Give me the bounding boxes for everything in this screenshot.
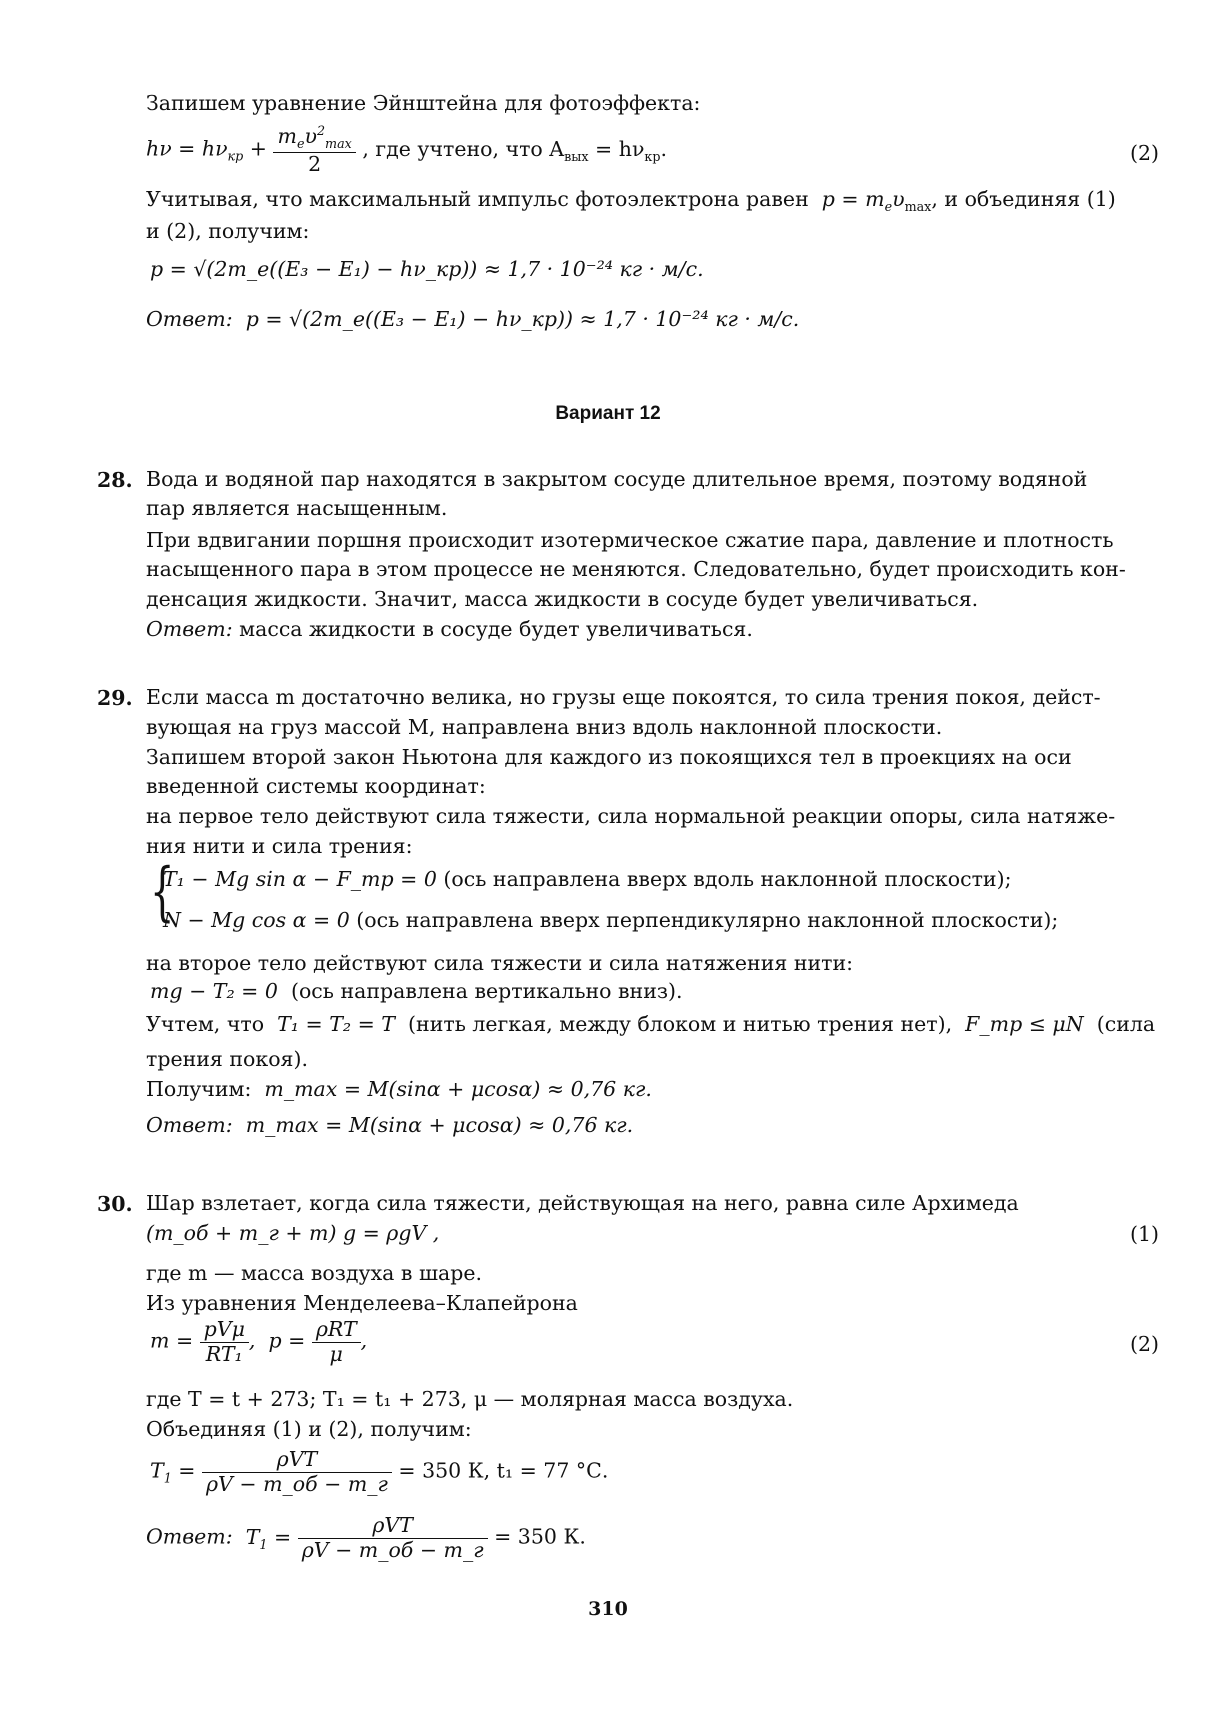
p29-line8: Учтем, что T₁ = T₂ = T (нить легкая, между блоком и нитью трения нет), F_тр ≤ μN (сила bbox=[146, 1012, 1156, 1036]
momentum-result: p = √(2m_e((E₃ − E₁) − hν_кр)) ≈ 1,7 · 10⁻²⁴ кг · м/с. bbox=[150, 257, 704, 281]
equation-number: (2) bbox=[1130, 141, 1160, 165]
p29-system-eq2: N − Mg cos α = 0 (ось направлена вверх перпендикулярно наклонной плоскости); bbox=[163, 908, 1059, 932]
p30-eq2: m = $\frac{\text{pVμ}}{\text{RT₁}}$ , p = $\frac{\text{ρRT}}{\mu}$ , bbox=[150, 1317, 368, 1366]
p28-line1: Вода и водяной пар находятся в закрытом сосуде длительное время, поэтому водяной bbox=[146, 467, 1088, 491]
p30-result: $T_1$ = $\frac{\text{ρVT}}{\rho V - m\_об - m\_г}$ = 350 К, t₁ = 77 °С. bbox=[150, 1447, 609, 1496]
p30-line5: Объединяя (1) и (2), получим: bbox=[146, 1417, 472, 1441]
p29-answer: Ответ: m_max = M(sinα + μcosα) ≈ 0,76 кг. bbox=[146, 1113, 634, 1137]
problem-number-30: 30. bbox=[97, 1192, 133, 1216]
p30-line3: Из уравнения Менделеева–Клапейрона bbox=[146, 1291, 578, 1315]
p30-line2: где m — масса воздуха в шаре. bbox=[146, 1261, 483, 1285]
p29-line9: трения покоя). bbox=[146, 1047, 308, 1071]
system-brace: { bbox=[150, 855, 175, 929]
p28-line2: пар является насыщенным. bbox=[146, 496, 448, 520]
p29-line4: введенной системы координат: bbox=[146, 774, 486, 798]
einstein-intro: Запишем уравнение Эйнштейна для фотоэффекта: bbox=[146, 91, 701, 115]
equation-number: (1) bbox=[1130, 1222, 1160, 1246]
momentum-paragraph: Учитывая, что максимальный импульс фотоэлектрона равен $p = m_e\upsilon_{max}$, и объединяя (1) bbox=[146, 187, 1116, 215]
p29-line6: ния нити и сила трения: bbox=[146, 834, 413, 858]
p30-eq1: (m_об + m_г + m) g = ρgV , bbox=[146, 1221, 440, 1245]
p29-line1: Если масса m достаточно велика, но грузы еще покоятся, то сила трения покоя, дейст- bbox=[146, 685, 1101, 709]
einstein-equation: $h\nu = h\nu_{кр}$ + $\frac{m_e\upsilon^2_{max}}{2}$ , где учтено, что $A_{вых} = h\nu_{кр}$. bbox=[146, 123, 668, 176]
p30-answer: Ответ: $T_1$ = $\frac{\text{ρVT}}{\rho V - m\_об - m\_г}$ = 350 К. bbox=[146, 1513, 586, 1562]
p28-line3: При вдвигании поршня происходит изотермическое сжатие пара, давление и плотность bbox=[146, 528, 1114, 552]
p30-line1: Шар взлетает, когда сила тяжести, действующая на него, равна силе Архимеда bbox=[146, 1191, 1019, 1215]
page-number: 310 bbox=[588, 1598, 628, 1620]
momentum-answer: Ответ: p = √(2m_e((E₃ − E₁) − hν_кр)) ≈ 1,7 · 10⁻²⁴ кг · м/с. bbox=[146, 307, 800, 331]
momentum-paragraph-line2: и (2), получим: bbox=[146, 219, 310, 243]
p28-line5: денсация жидкости. Значит, масса жидкости в сосуде будет увеличиваться. bbox=[146, 587, 979, 611]
variant-heading: Вариант 12 bbox=[555, 403, 661, 424]
problem-number-28: 28. bbox=[97, 468, 133, 492]
p28-line4: насыщенного пара в этом процессе не меняются. Следовательно, будет происходить кон- bbox=[146, 557, 1126, 581]
p29-line5: на первое тело действуют сила тяжести, сила нормальной реакции опоры, сила натяже- bbox=[146, 804, 1116, 828]
p29-line3: Запишем второй закон Ньютона для каждого из покоящихся тел в проекциях на оси bbox=[146, 745, 1072, 769]
problem-number-29: 29. bbox=[97, 686, 133, 710]
p29-result: Получим: m_max = M(sinα + μcosα) ≈ 0,76 кг. bbox=[146, 1077, 652, 1101]
p30-line4: где T = t + 273; T₁ = t₁ + 273, μ — молярная масса воздуха. bbox=[146, 1387, 794, 1411]
equation-number: (2) bbox=[1130, 1332, 1160, 1356]
p29-system-eq1: T₁ − Mg sin α − F_тр = 0 (ось направлена вверх вдоль наклонной плоскости); bbox=[163, 867, 1012, 891]
p29-line2: вующая на груз массой M, направлена вниз вдоль наклонной плоскости. bbox=[146, 715, 943, 739]
p29-line7: на второе тело действуют сила тяжести и сила натяжения нити: bbox=[146, 951, 854, 975]
p28-answer: Ответ: масса жидкости в сосуде будет увеличиваться. bbox=[146, 617, 753, 641]
p29-eq3: mg − T₂ = 0 (ось направлена вертикально вниз). bbox=[150, 979, 683, 1003]
